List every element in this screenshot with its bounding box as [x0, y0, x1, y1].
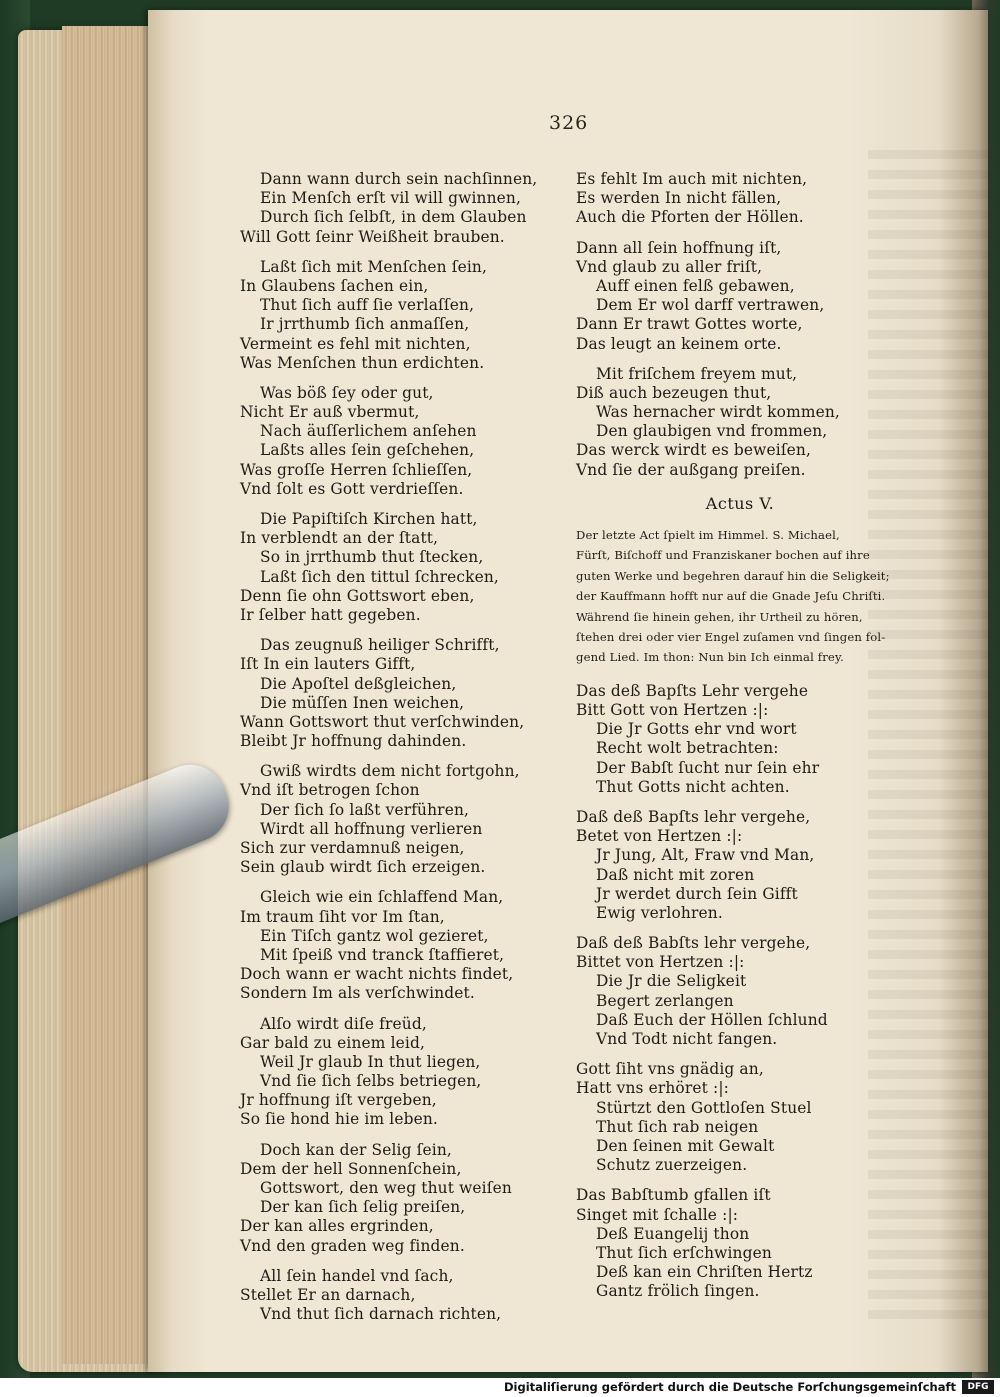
verse-line: Das Babſtumb gfallen iſt	[576, 1186, 771, 1205]
verse-line: Laßts alles ſein geſchehen,	[260, 441, 475, 460]
verse-line: Diß auch bezeugen thut,	[576, 383, 772, 402]
verse-line: Bitt Gott von Hertzen :|:	[576, 701, 769, 720]
verse-line: Dann wann durch sein nachſinnen,	[260, 170, 538, 188]
verse-line: Mit friſchem freyem mut,	[596, 364, 798, 383]
verse-line: Gar bald zu einem leid,	[240, 1033, 426, 1052]
verse-line: Durch ſich ſelbſt, in dem Glauben	[260, 208, 527, 227]
verse-line: Was hernacher wirdt kommen,	[596, 403, 840, 422]
verse-line: Bleibt Jr hoffnung dahinden.	[240, 732, 467, 751]
verse-line: Der Babſt ſucht nur ſein ehr	[596, 758, 820, 777]
verse-line: In verblendt an der ſtatt,	[240, 529, 439, 548]
verse-line: Das werck wirdt es beweiſen,	[576, 441, 812, 460]
verse-line: Laßt ſich den tittul ſchrecken,	[260, 567, 499, 586]
verse-line: Jr werdet durch ſein Gifft	[596, 884, 798, 903]
footer-credit: Digitaliſierung gefördert durch die Deutsche Forſchungsgemeinſchaft	[503, 1380, 956, 1394]
stanza	[240, 258, 537, 373]
stanza	[240, 170, 537, 247]
verse-line: Der kan ſich ſelig preiſen,	[260, 1198, 466, 1217]
verse-line: Schutz zuerzeigen.	[596, 1156, 748, 1175]
verse-line: Ein Menſch erſt vil will gwinnen,	[260, 189, 521, 208]
verse-line: Bittet von Hertzen :|:	[576, 953, 745, 972]
verse-line: Thut ſich auff ſie verlaſſen,	[260, 296, 475, 315]
verse-line: Doch wann er wacht nichts findet,	[240, 965, 514, 984]
verse-line: Ewig verlohren.	[596, 903, 723, 922]
verse-line: Mit ſpeiß vnd tranck ſtaffieret,	[260, 945, 505, 964]
verse-line: Das deß Bapſts Lehr vergehe	[576, 681, 809, 700]
verse-line: Doch kan der Selig ſein,	[260, 1140, 452, 1159]
verse-line: Deß kan ein Chriſten Hertz	[596, 1263, 813, 1282]
act-description	[576, 525, 902, 668]
verse-line: Stürtzt den Gottloſen Stuel	[596, 1098, 812, 1117]
verse-line: Gott ſiht vns gnädig an,	[576, 1060, 764, 1079]
verse-line: Daß Euch der Höllen ſchlund	[596, 1010, 828, 1029]
act-description-line: guten Werke und begehren darauf hin die Seligkeit;	[576, 568, 890, 583]
stanza	[240, 1015, 537, 1130]
verse-line: So in jrrthumb thut ſtecken,	[260, 548, 484, 567]
verse-line: Dann Er trawt Gottes worte,	[576, 315, 803, 334]
verse-line: So ſie hond hie im leben.	[240, 1110, 438, 1129]
verse-line: Auff einen felß gebawen,	[596, 276, 795, 295]
verse-line: Was böß ſey oder gut,	[260, 383, 434, 402]
verse-line: Vnd ſolt es Gott verdrieſſen.	[240, 479, 464, 498]
verse-line: Die Apoſtel deßgleichen,	[260, 674, 457, 693]
stanza	[240, 888, 537, 1003]
verse-line: Daß deß Bapſts lehr vergehe,	[576, 807, 811, 826]
stanza	[576, 808, 904, 923]
verse-line: Gwiß wirdts dem nicht fortgohn,	[260, 762, 520, 781]
stanza	[240, 1141, 537, 1256]
stanza	[240, 762, 537, 877]
verse-line: All ſein handel vnd ſach,	[260, 1266, 454, 1285]
verse-line: Es fehlt Im auch mit nichten,	[576, 170, 808, 188]
act-description-line: der Kauffmann hofft nur auf die Gnade Jeſu Chriſti.	[576, 589, 886, 604]
verse-line: Weil Jr glaub In thut liegen,	[260, 1052, 481, 1071]
left-column	[240, 170, 537, 1335]
verse-line: Recht wolt betrachten:	[596, 739, 779, 758]
act-description-line: gend Lied. Im thon: Nun bin Ich einmal frey.	[576, 650, 844, 665]
verse-line: Die Papiſtiſch Kirchen hatt,	[260, 510, 478, 528]
verse-line: Vnd glaub zu aller friſt,	[576, 257, 763, 276]
verse-line: Den ſeinen mit Gewalt	[596, 1136, 775, 1155]
footer-bar	[0, 1378, 1000, 1397]
verse-line: Im traum ſiht vor Im ſtan,	[240, 907, 445, 926]
verse-line: Die müſſen Inen weichen,	[260, 693, 465, 712]
verse-line: Was groſſe Herren ſchlieſſen,	[240, 460, 473, 479]
stanza	[240, 510, 537, 625]
stanza	[576, 170, 904, 228]
verse-line: Betet von Hertzen :|:	[576, 827, 743, 846]
verse-line: Vermeint es fehl mit nichten,	[240, 334, 471, 353]
stanza	[576, 365, 904, 480]
verse-line: Stellet Er an darnach,	[240, 1285, 416, 1304]
verse-line: Begert zerlangen	[596, 991, 734, 1010]
verse-line: Vnd ſie ſich ſelbs betriegen,	[260, 1072, 482, 1091]
verse-line: Dem Er wol darff vertrawen,	[596, 296, 825, 315]
verse-line: Ein Tiſch gantz wol gezieret,	[260, 926, 489, 945]
verse-line: Gleich wie ein ſchlaffend Man,	[260, 888, 504, 907]
verse-line: Auch die Pforten der Höllen.	[576, 208, 804, 227]
verse-line: Nicht Er auß vbermut,	[240, 403, 420, 422]
verse-line: Vnd den graden weg finden.	[240, 1236, 465, 1255]
verse-line: Vnd thut ſich darnach richten,	[260, 1305, 502, 1324]
stanza	[240, 384, 537, 499]
verse-line: Ir ſelber hatt gegeben.	[240, 605, 421, 624]
verse-line: Thut ſich erſchwingen	[596, 1243, 772, 1262]
verse-line: Sondern Im als verſchwindet.	[240, 984, 475, 1003]
verse-line: Das zeugnuß heiliger Schrifft,	[260, 636, 500, 655]
stanza	[576, 1060, 904, 1175]
verse-line: Vnd Todt nicht fangen.	[596, 1030, 778, 1049]
stanza	[240, 1267, 537, 1325]
stanza	[576, 934, 904, 1049]
verse-line: Vnd ſie der außgang preiſen.	[576, 460, 806, 479]
verse-line: Sich zur verdamnuß neigen,	[240, 839, 465, 857]
verse-line: Singet mit ſchalle :|:	[576, 1205, 739, 1224]
verse-line: Iſt In ein lauters Gifft,	[240, 655, 416, 674]
verse-line: Thut Gotts nicht achten.	[596, 777, 790, 796]
verse-line: Wann Gottswort thut verſchwinden,	[240, 712, 525, 731]
verse-line: Nach äuſſerlichem anſehen	[260, 422, 477, 441]
verse-line: Ir jrrthumb ſich anmaſſen,	[260, 315, 470, 334]
verse-line: Sein glaub wirdt ſich erzeigen.	[240, 858, 486, 877]
verse-line: Die Jr Gotts ehr vnd wort	[596, 720, 797, 739]
stanza	[576, 1186, 904, 1301]
verse-line: Vnd iſt betrogen ſchon	[240, 781, 420, 800]
verse-line: Alſo wirdt diſe freüd,	[260, 1014, 427, 1033]
verse-line: Das leugt an keinem orte.	[576, 334, 782, 353]
verse-line: Es werden In nicht fällen,	[576, 189, 782, 208]
verse-line: Gantz frölich ſingen.	[596, 1282, 760, 1301]
book-page-edges-inner	[62, 26, 157, 1364]
verse-line: Den glaubigen vnd frommen,	[596, 422, 828, 441]
act-title: Actus V.	[705, 493, 775, 513]
stanza	[576, 239, 904, 354]
verse-line: Was Menſchen thun erdichten.	[240, 353, 485, 372]
act-description-line: ſtehen drei oder vier Engel zuſamen vnd ſingen fol-	[576, 630, 886, 645]
verse-line: Jr Jung, Alt, Fraw vnd Man,	[596, 846, 815, 865]
stanza	[240, 636, 537, 751]
verse-line: In Glaubens ſachen ein,	[240, 276, 429, 295]
dfg-logo: DFG	[962, 1380, 994, 1394]
verse-line: Dem der hell Sonnenſchein,	[240, 1159, 462, 1178]
verse-line: Daß nicht mit zoren	[596, 865, 755, 884]
verse-line: Die Jr die Seligkeit	[596, 972, 747, 991]
verse-line: Thut ſich rab neigen	[596, 1117, 759, 1136]
verse-line: Der ſich ſo laßt verführen,	[260, 800, 470, 819]
verse-line: Daß deß Babſts lehr vergehe,	[576, 934, 811, 953]
verse-line: Der kan alles ergrinden,	[240, 1217, 434, 1236]
right-column	[576, 170, 904, 1312]
verse-line: Wirdt all hoffnung verlieren	[260, 819, 483, 838]
page-number: 326	[549, 112, 589, 134]
verse-line: Gottswort, den weg thut weiſen	[260, 1179, 512, 1197]
verse-line: Laßt ſich mit Menſchen ſein,	[260, 257, 488, 276]
verse-line: Deß Euangelij thon	[596, 1224, 750, 1243]
verse-line: Hatt vns erhöret :|:	[576, 1079, 729, 1098]
act-description-line: Fürſt, Biſchoff und Franziskaner bochen auf ihre	[576, 548, 870, 563]
verse-line: Dann all ſein hoffnung iſt,	[576, 238, 782, 257]
act-description-line: Der letzte Act ſpielt im Himmel. S. Michael,	[576, 528, 840, 543]
verse-line: Will Gott ſeinr Weißheit brauben.	[240, 227, 505, 246]
verse-line: Denn ſie ohn Gottswort eben,	[240, 586, 475, 605]
verse-line: Jr hoffnung iſt vergeben,	[240, 1091, 437, 1110]
stanza	[576, 682, 904, 797]
act-description-line: Während ſie hinein gehen, ihr Urtheil zu hören,	[576, 609, 863, 624]
